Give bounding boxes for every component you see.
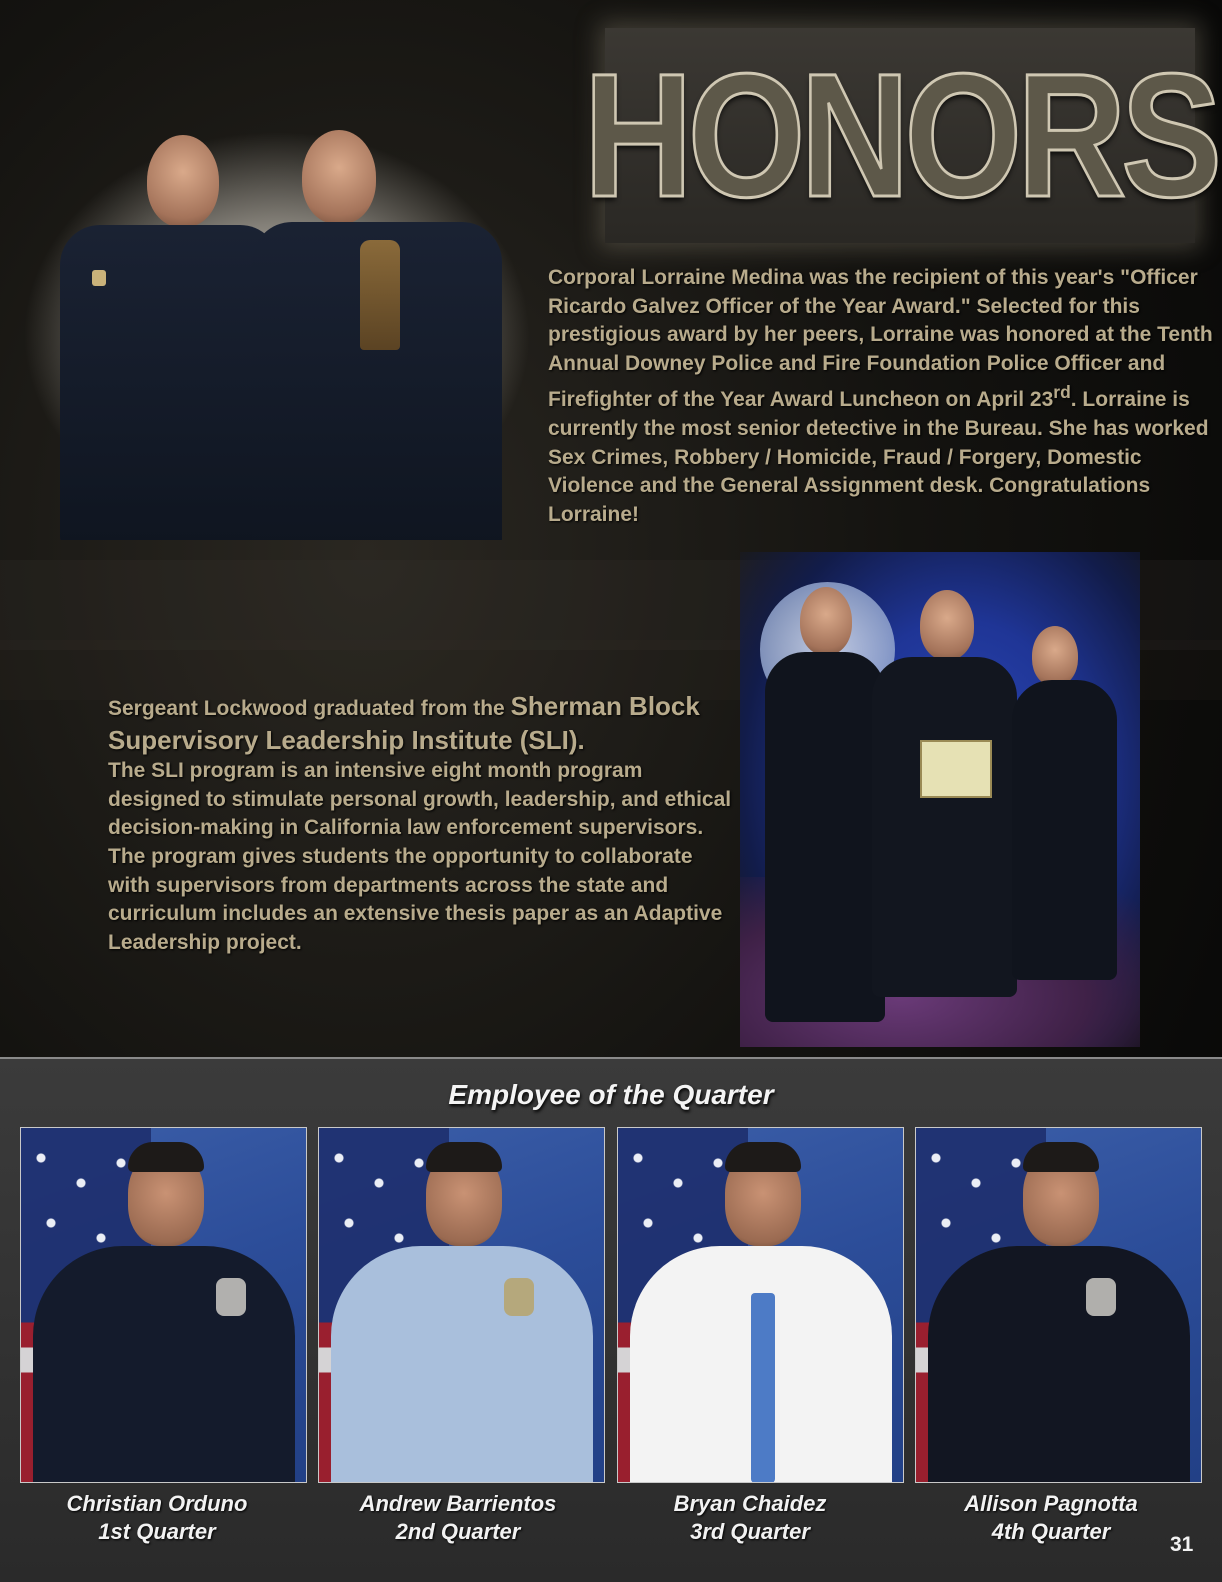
- employee-name: Andrew Barrientos: [359, 1491, 557, 1516]
- employee-caption: [7, 1490, 307, 1546]
- employee-quarter: 4th Quarter: [991, 1519, 1111, 1544]
- employee-name: Christian Orduno: [66, 1491, 248, 1516]
- page-title: HONORS: [583, 37, 1217, 234]
- trophy-icon: [360, 240, 400, 350]
- employee-photo: [318, 1127, 605, 1483]
- sli-graduation-photo: [740, 552, 1140, 1047]
- lorraine-article-text: Corporal Lorraine Medina was the recipient of this year's "Officer Ricardo Galvez Officer of the Year Award." Selected for this prestigious award by her peers, Lorraine was honored at the Tenth Annual Downey Police and Fire Foundation Police Officer and Firefighter of the Year Award Luncheon on April 23: [548, 266, 1213, 412]
- award-photo: [22, 130, 532, 540]
- certificate: [920, 740, 992, 798]
- employee-caption: [600, 1490, 900, 1546]
- uniform: [331, 1246, 593, 1483]
- uniform: [928, 1246, 1190, 1483]
- employee-name: Bryan Chaidez: [673, 1491, 827, 1516]
- section-title: Employee of the Quarter: [448, 1079, 774, 1110]
- sli-article: [108, 690, 733, 957]
- employee-quarter: 1st Quarter: [98, 1519, 216, 1544]
- employee-photo: [20, 1127, 307, 1483]
- lorraine-article: [548, 264, 1213, 529]
- page-number: 31: [1170, 1533, 1194, 1556]
- employee-photo: [915, 1127, 1202, 1483]
- employee-name: Allison Pagnotta: [964, 1491, 1138, 1516]
- employee-quarter: 3rd Quarter: [690, 1519, 810, 1544]
- employee-caption: [308, 1490, 608, 1546]
- sli-program-name: Sherman Block Supervisory Leadership Institute (SLI).: [108, 691, 700, 755]
- date-superscript: rd: [1053, 382, 1071, 403]
- lorraine-article-text-end: . Lorraine is currently the most senior detective in the Bureau. She has worked Sex Crimes, Robbery / Homicide, Fraud / Forgery, Domestic Violence and the General Assignment desk. Congratulations Lorraine!: [548, 388, 1209, 526]
- honors-banner: [583, 28, 1217, 243]
- sli-intro: Sergeant Lockwood graduated from the: [108, 697, 511, 720]
- employee-quarter: 2nd Quarter: [395, 1519, 521, 1544]
- employee-caption: [901, 1490, 1201, 1546]
- sli-body: The SLI program is an intensive eight month program designed to stimulate personal growth, leadership, and ethical decision-making in California law enforcement supervisors. The program gives students the opportunity to collaborate with supervisors from departments across the state and curriculum includes an extensive thesis paper as an Adaptive Leadership project.: [108, 759, 732, 954]
- uniform: [33, 1246, 295, 1483]
- tie: [751, 1293, 775, 1483]
- employee-photo: [617, 1127, 904, 1483]
